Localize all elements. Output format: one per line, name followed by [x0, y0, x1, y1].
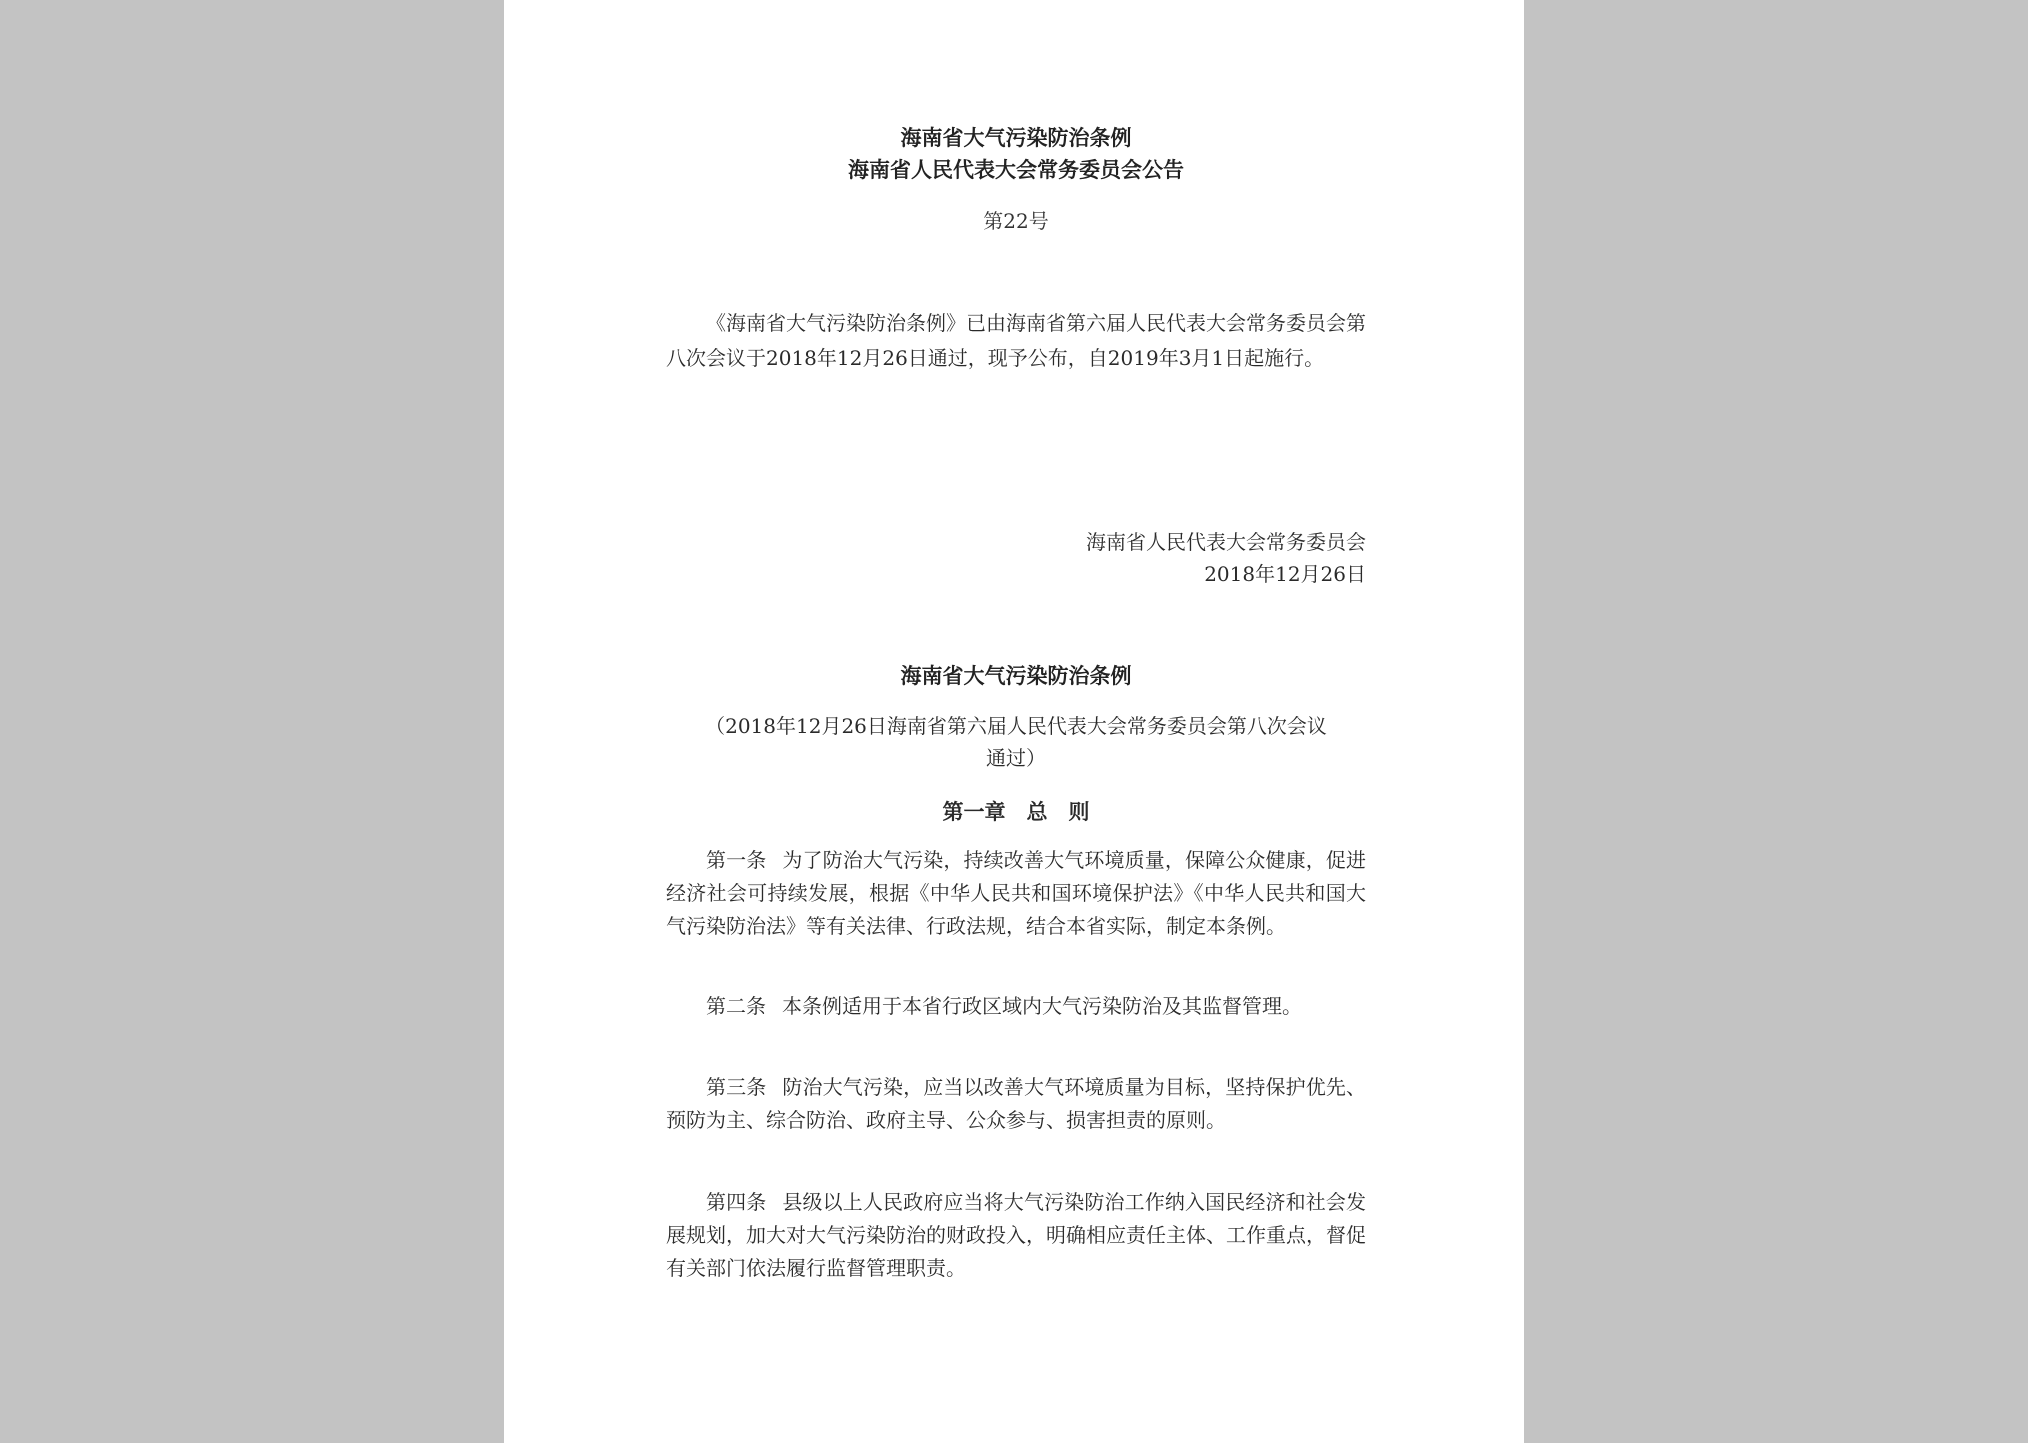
header-subtitle: 海南省人民代表大会常务委员会公告 [848, 157, 1184, 182]
signature-date: 2018年12月26日 [1204, 562, 1366, 586]
announcement-number: 第22号 [983, 209, 1049, 233]
regulation-title: 海南省大气污染防治条例 [900, 663, 1132, 688]
article-text: 县级以上人民政府应当将大气污染防治工作纳入国民经济和社会发展规划，加大对大气污染防治的财政投入，明确相应责任主体、工作重点，督促有关部门依法履行监督管理职责。 [666, 1190, 1367, 1280]
passed-note: （2018年12月26日海南省第六届人民代表大会常务委员会第八次会议通过） [705, 714, 1327, 770]
article-number: 第二条 [706, 994, 766, 1018]
article-3 [666, 1071, 1366, 1137]
article-2 [666, 990, 1366, 1023]
article-text: 本条例适用于本省行政区域内大气污染防治及其监督管理。 [782, 994, 1302, 1018]
article-number: 第四条 [706, 1190, 767, 1214]
chapter-title: 第一章 总 则 [942, 799, 1090, 824]
article-4 [666, 1186, 1366, 1285]
document-page [504, 0, 1524, 1443]
article-number: 第三条 [706, 1075, 767, 1099]
article-number: 第一条 [706, 848, 767, 872]
signature-org: 海南省人民代表大会常务委员会 [1086, 530, 1366, 554]
article-text: 防治大气污染，应当以改善大气环境质量为目标，坚持保护优先、预防为主、综合防治、政府主导、公众参与、损害担责的原则。 [666, 1075, 1367, 1132]
header-title: 海南省大气污染防治条例 [900, 125, 1132, 150]
article-1 [666, 844, 1366, 943]
notice-paragraph: 《海南省大气污染防治条例》已由海南省第六届人民代表大会常务委员会第八次会议于2018年12月26日通过，现予公布，自2019年3月1日起施行。 [666, 311, 1366, 370]
article-text: 为了防治大气污染，持续改善大气环境质量，保障公众健康，促进经济社会可持续发展，根据《中华人民共和国环境保护法》《中华人民共和国大气污染防治法》等有关法律、行政法规，结合本省实际，制定本条例。 [666, 848, 1367, 938]
